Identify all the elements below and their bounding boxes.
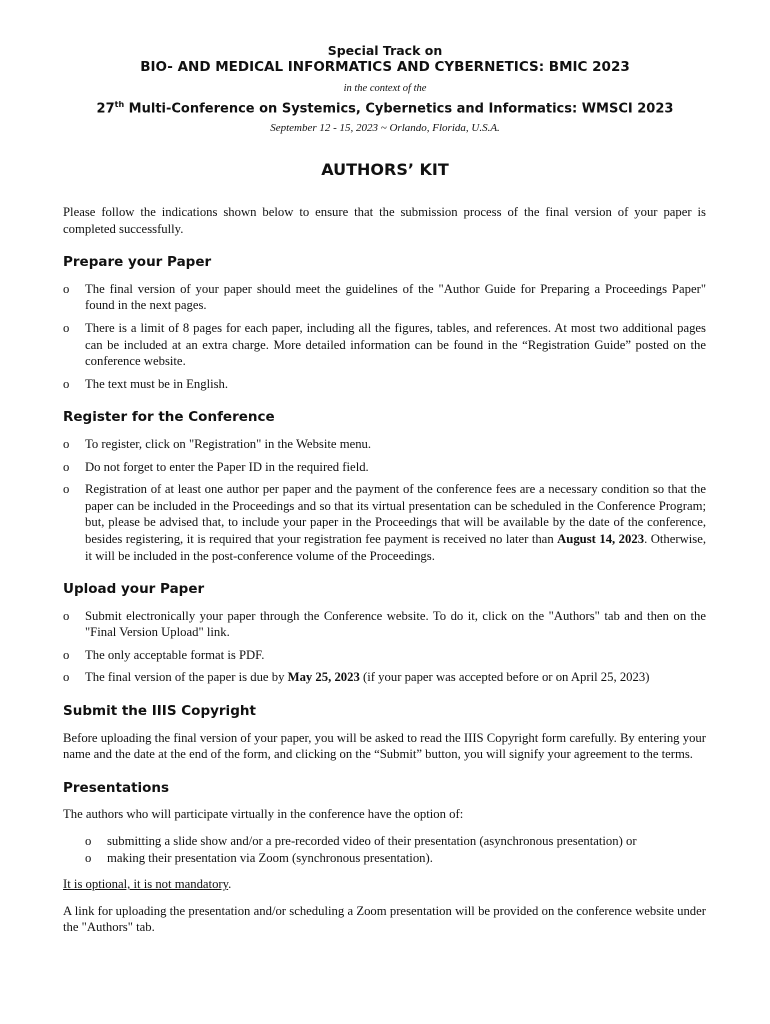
conference-title: BIO- AND MEDICAL INFORMATICS AND CYBERNETICS: BMIC 2023 [140, 59, 630, 75]
list-item-text [85, 670, 649, 684]
register-list [63, 436, 706, 564]
list-item-text: The text must be in English. [85, 376, 229, 391]
upload-deadline-text: The final version of the paper is due by [85, 670, 288, 685]
context-line: in the context of the [343, 83, 427, 94]
list-item-text: The final version of your paper should meet the guidelines of the "Author Guide for Preparing a Proceedings Paper" found in the next pages. [85, 281, 706, 313]
registration-text: Registration of at least one author per paper and the payment of the conference fees are a necessary condition so that the paper can be included in the Proceedings and so that its virtual presentation can be scheduled in the Conference Program; but, please be advised that, to include your paper in the Proceedings that will be available by the date of the conference, besides registering, it is required that your registration fee payment is received no later than [85, 482, 706, 546]
section-title-presentations: Presentations [63, 779, 170, 796]
list-item-text: Submit electronically your paper through the Conference website. To do it, click on the "Authors" tab and then on the "Final Version Upload" link. [85, 608, 706, 640]
multi-conference-name: Multi-Conference on Systemics, Cybernetics and Informatics: WMSCI 2023 [124, 101, 674, 117]
list-item [63, 669, 706, 686]
bullet-icon: o [63, 608, 70, 623]
list-item [85, 833, 706, 850]
bullet-icon: o [63, 281, 70, 296]
list-item [63, 281, 706, 314]
list-item-text: The only acceptable format is PDF. [85, 647, 265, 662]
upload-deadline-tail: (if your paper was accepted before or on April 25, 2023) [359, 670, 650, 685]
bullet-icon: o [63, 482, 70, 497]
intro-paragraph: Please follow the indications shown below to ensure that the submission process of the final version of your paper is completed successfully. [63, 205, 706, 236]
presentation-options-list [63, 833, 706, 866]
list-item-text: making their presentation via Zoom (synchronous presentation). [107, 850, 433, 865]
registration-text-tail: . Otherwise, it will be included in the post-conference volume of the Proceedings. [85, 531, 707, 563]
bullet-icon: o [63, 376, 70, 391]
list-item [63, 481, 706, 564]
edition-number: 27 [96, 101, 115, 117]
list-item [63, 459, 706, 476]
edition-suffix: th [114, 100, 125, 109]
list-item-text [85, 482, 706, 562]
bullet-icon: o [63, 459, 70, 474]
bullet-icon: o [85, 850, 92, 865]
list-item-text: There is a limit of 8 pages for each paper, including all the figures, tables, and references. At most two additional pages can be included at an extra charge. More detailed information can be found in the “Registration Guide” posted on the conference website. [85, 320, 706, 369]
list-item [63, 608, 706, 641]
optional-note-tail: . [228, 877, 232, 892]
list-item [63, 647, 706, 664]
multi-conference-title [0, 100, 770, 116]
list-item [85, 850, 706, 867]
registration-deadline: August 14, 2023 [557, 531, 645, 546]
bullet-icon: o [63, 647, 70, 662]
section-title-copyright: Submit the IIIS Copyright [63, 703, 256, 720]
prepare-list [63, 281, 706, 393]
section-title-register: Register for the Conference [63, 409, 275, 426]
bullet-icon: o [85, 834, 92, 849]
section-title-upload: Upload your Paper [63, 581, 205, 598]
bullet-icon: o [63, 670, 70, 685]
special-track-label: Special Track on [327, 43, 443, 58]
list-item [63, 436, 706, 453]
list-item [63, 376, 706, 393]
bullet-icon: o [63, 436, 70, 451]
upload-list [63, 608, 706, 686]
bullet-icon: o [63, 320, 70, 335]
upload-link-paragraph: A link for uploading the presentation and/or scheduling a Zoom presentation will be provided on the conference website under the "Authors" tab. [63, 903, 706, 935]
list-item-text: Do not forget to enter the Paper ID in the required field. [85, 459, 369, 474]
copyright-paragraph: Before uploading the final version of your paper, you will be asked to read the IIIS Copyright form carefully. By entering your name and the date at the end of the form, and clicking on the “Submit” button, you will signify your agreement to the terms. [63, 730, 706, 762]
presentations-intro: The authors who will participate virtually in the conference have the option of: [63, 807, 464, 822]
kit-title: AUTHORS’ KIT [321, 160, 449, 179]
list-item [63, 320, 706, 370]
section-title-prepare: Prepare your Paper [63, 254, 212, 271]
conference-dates: September 12 - 15, 2023 ~ Orlando, Florida, U.S.A. [270, 122, 500, 134]
optional-note-underlined: It is optional, it is not mandatory [63, 877, 229, 892]
list-item-text: submitting a slide show and/or a pre-recorded video of their presentation (asynchronous presentation) or [107, 834, 637, 849]
list-item-text: To register, click on "Registration" in the Website menu. [85, 436, 372, 451]
document-body [63, 204, 706, 936]
upload-deadline: May 25, 2023 [287, 670, 360, 685]
optional-note [63, 876, 706, 893]
